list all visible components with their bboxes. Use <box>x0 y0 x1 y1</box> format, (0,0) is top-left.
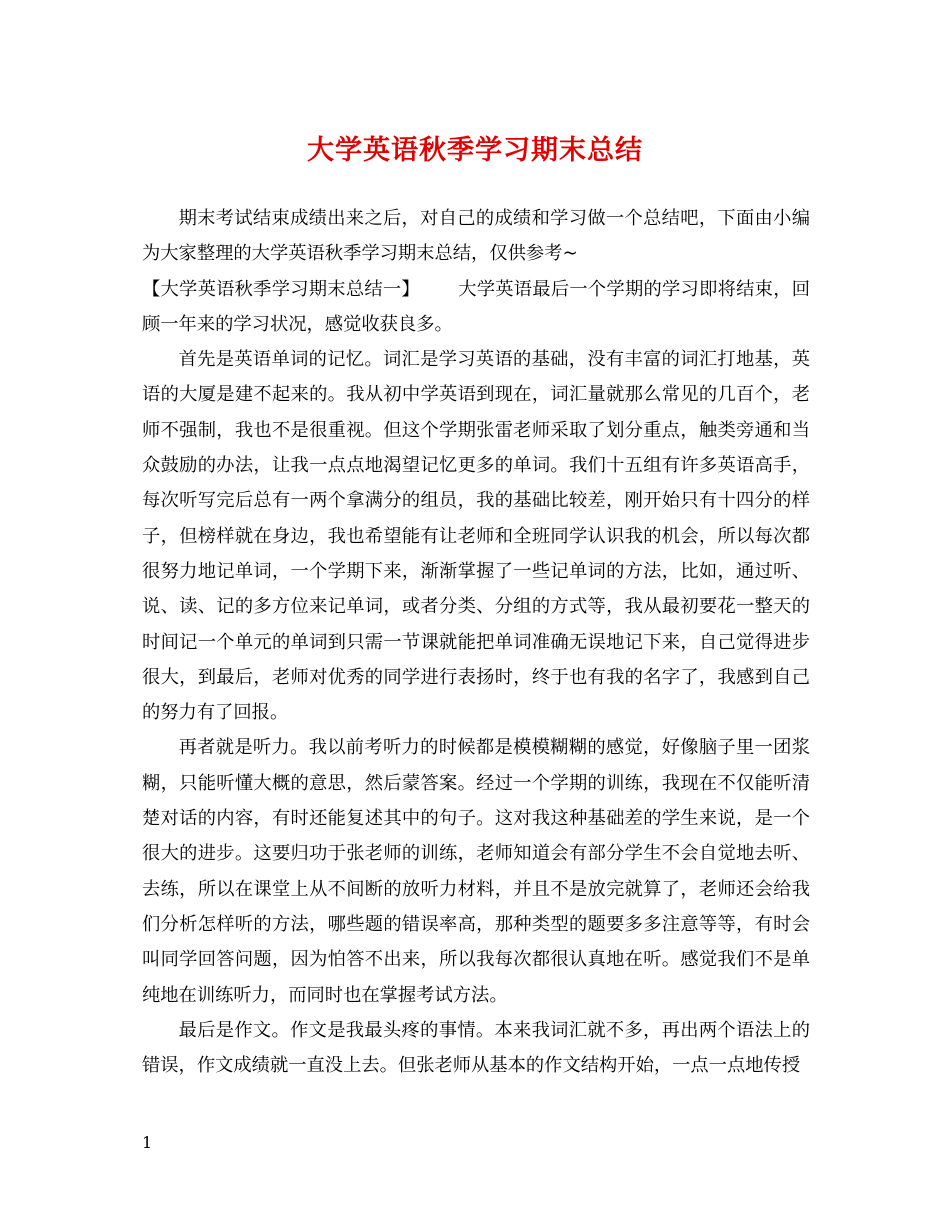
document-body <box>142 201 810 1083</box>
paragraph-vocabulary: 首先是英语单词的记忆。词汇是学习英语的基础，没有丰富的词汇打地基，英语的大厦是建不起来的。我从初中学英语到现在，词汇量就那么常见的几百个，老师不强制，我也不是很重视。但这个学期张雷老师采取了划分重点，触类旁通和当众鼓励的办法，让我一点点地渴望记忆更多的单词。我们十五组有许多英语高手，每次听写完后总有一两个拿满分的组员，我的基础比较差，刚开始只有十四分的样子，但榜样就在身边，我也希望能有让老师和全班同学认识我的机会，所以每次都很努力地记单词，一个学期下来，渐渐掌握了一些记单词的方法，比如，通过听、说、读、记的多方位来记单词，或者分类、分组的方式等，我从最初要花一整天的时间记一个单元的单词到只需一节课就能把单词准确无误地记下来，自己觉得进步很大，到最后，老师对优秀的同学进行表扬时，终于也有我的名字了，我感到自己的努力有了回报。 <box>142 349 810 724</box>
section-heading: 【大学英语秋季学习期末总结一】 <box>142 278 420 300</box>
intro-paragraph: 期末考试结束成绩出来之后，对自己的成绩和学习做一个总结吧，下面由小编为大家整理的大学英语秋季学习期末总结，仅供参考~ <box>142 208 810 265</box>
section-heading-line <box>142 272 810 343</box>
document-title: 大学英语秋季学习期末总结 <box>307 135 643 166</box>
paragraph-writing: 最后是作文。作文是我最头疼的事情。本来我词汇就不多，再出两个语法上的错误，作文成绩就一直没上去。但张老师从基本的作文结构开始，一点一点地传授 <box>142 1019 810 1077</box>
page-number: 1 <box>142 1133 153 1152</box>
section-first-paragraph: 大学英语最后一个学期的学习即将结束，回顾一年来的学习状况，感觉收获良多。 <box>142 278 811 335</box>
paragraph-listening: 再者就是听力。我以前考听力的时候都是模模糊糊的感觉，好像脑子里一团浆糊，只能听懂大概的意思，然后蒙答案。经过一个学期的训练，我现在不仅能听清楚对话的内容，有时还能复述其中的句子。这对我这种基础差的学生来说，是一个很大的进步。这要归功于张老师的训练，老师知道会有部分学生不会自觉地去听、去练，所以在课堂上从不间断的放听力材料，并且不是放完就算了，老师还会给我们分析怎样听的方法，哪些题的错误率高，那种类型的题要多多注意等等，有时会叫同学回答问题，因为怕答不出来，所以我每次都很认真地在听。感觉我们不是单纯地在训练听力，而同时也在掌握考试方法。 <box>142 737 810 1006</box>
